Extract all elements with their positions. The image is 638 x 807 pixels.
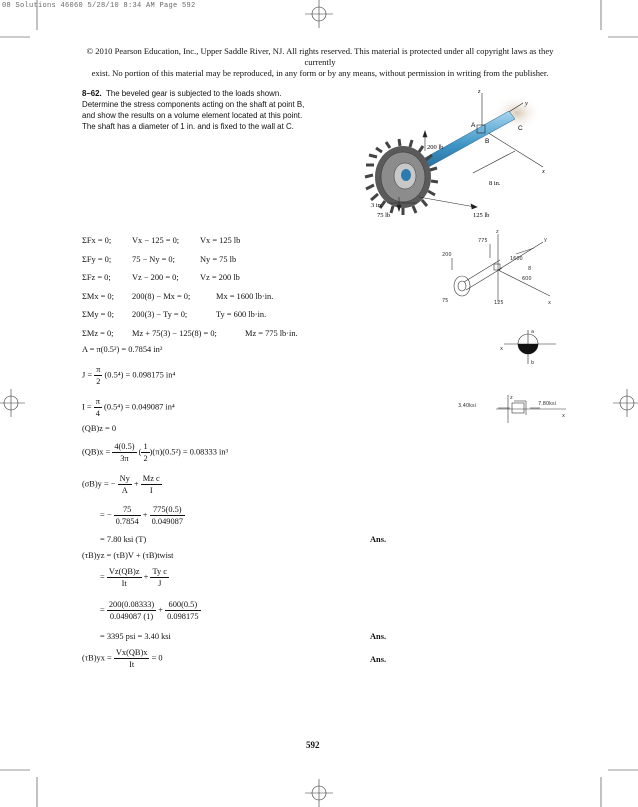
eq-tau: = $\frac{Vz(QB)z}{It}$ + $\frac{\text{Ty c}}{J}$ xyxy=(100,567,167,588)
eq-tau-def: (τB)yz = (τB)V + (τB)twist xyxy=(82,551,174,560)
label-A: A xyxy=(471,122,476,129)
svg-text:x: x xyxy=(548,300,551,306)
svg-text:b: b xyxy=(531,360,535,366)
label-C: C xyxy=(518,125,523,132)
copyright-notice xyxy=(80,46,560,79)
svg-text:y: y xyxy=(544,237,547,243)
eq-tau-result: = 3395 psi = 3.40 ksi xyxy=(100,632,171,641)
stress-element-sketch xyxy=(458,393,568,428)
eq-tau-num: = $\frac{200(0.08333)}{0.049087 (1)}$ + $\frac{600(0.5)}{0.098175}$ xyxy=(100,600,199,621)
label-z: z xyxy=(478,88,481,95)
section-sketch xyxy=(500,328,560,368)
svg-text:600: 600 xyxy=(522,276,532,282)
problem-statement xyxy=(82,88,312,132)
eq-moment-I: I = $\frac{\pi}{4}$ (0.5⁴) = 0.049087 in⁴ xyxy=(82,397,175,418)
label-x: x xyxy=(542,168,545,175)
label-125lb: 125 lb xyxy=(473,212,490,219)
problem-text: The beveled gear is subjected to the loads shown. Determine the stress components acting on the shaft at point B, and show the results on a volume element located at this point. The shaft has a diameter of 1 in. and is fixed to the wall at C. xyxy=(82,89,305,131)
label-75lb: 75 lb xyxy=(377,212,391,219)
copyright-line-2: exist. No portion of this material may be reproduced, in any form or by any means, without permission in writing from the publisher. xyxy=(91,68,549,78)
eq-polar-J: J = $\frac{\pi}{2}$ (0.5⁴) = 0.098175 in⁴ xyxy=(82,365,176,386)
svg-text:1600: 1600 xyxy=(510,256,523,262)
answer-marker-3: Ans. xyxy=(370,655,387,664)
gear-shaft-figure xyxy=(365,85,565,225)
svg-text:200: 200 xyxy=(442,252,452,258)
eq-sigma-result: = 7.80 ksi (T) xyxy=(100,535,147,544)
handwritten-fbd-sketch xyxy=(438,230,558,310)
eq-sigma: (σB)y = − $\frac{Ny}{A}$ + $\frac{\text{Mz c}}{I}$ xyxy=(82,474,160,495)
eq-area: A = π(0.5²) = 0.7854 in² xyxy=(82,345,163,354)
answer-marker-1: Ans. xyxy=(370,535,387,544)
eq-sigma-num: = − $\frac{75}{0.7854}$ + $\frac{775(0.5)}{0.049087}$ xyxy=(100,505,183,526)
svg-text:8: 8 xyxy=(528,266,532,272)
svg-text:75: 75 xyxy=(442,298,449,304)
copyright-line-1: © 2010 Pearson Education, Inc., Upper Saddle River, NJ. All rights reserved. This material is protected under all copyright laws as they currently xyxy=(86,46,554,67)
svg-text:3.40ksi: 3.40ksi xyxy=(458,403,477,409)
svg-text:7.80ksi: 7.80ksi xyxy=(538,401,557,407)
svg-text:z: z xyxy=(496,229,499,235)
svg-text:z: z xyxy=(510,395,513,401)
svg-text:a: a xyxy=(531,329,535,335)
svg-text:x: x xyxy=(562,413,565,419)
eq-tau-yx: (τB)yx = $\frac{Vx(QB)x}{It}$ = 0 xyxy=(82,648,163,669)
svg-text:x: x xyxy=(500,346,503,352)
label-3in: 3 in. xyxy=(371,202,383,209)
label-200lb: 200 lb xyxy=(427,144,444,151)
problem-number: 8–62. xyxy=(82,89,102,98)
label-B: B xyxy=(485,138,490,145)
label-y: y xyxy=(525,100,528,107)
svg-text:775: 775 xyxy=(478,238,488,244)
svg-text:125: 125 xyxy=(494,300,504,306)
eq-qbz: (QB)z = 0 xyxy=(82,424,117,433)
label-8in: 8 in. xyxy=(489,180,501,187)
answer-marker-2: Ans. xyxy=(370,632,387,641)
running-head: 08 Solutions 46060 5/28/10 8:34 AM Page 592 xyxy=(2,2,196,10)
eq-qbx: (QB)x = $\frac{4(0.5)}{3\pi}$ ( $\frac{1}{2}$ )(π)(0.5²) = 0.08333 in³ xyxy=(82,442,229,463)
page-number: 592 xyxy=(306,740,320,750)
